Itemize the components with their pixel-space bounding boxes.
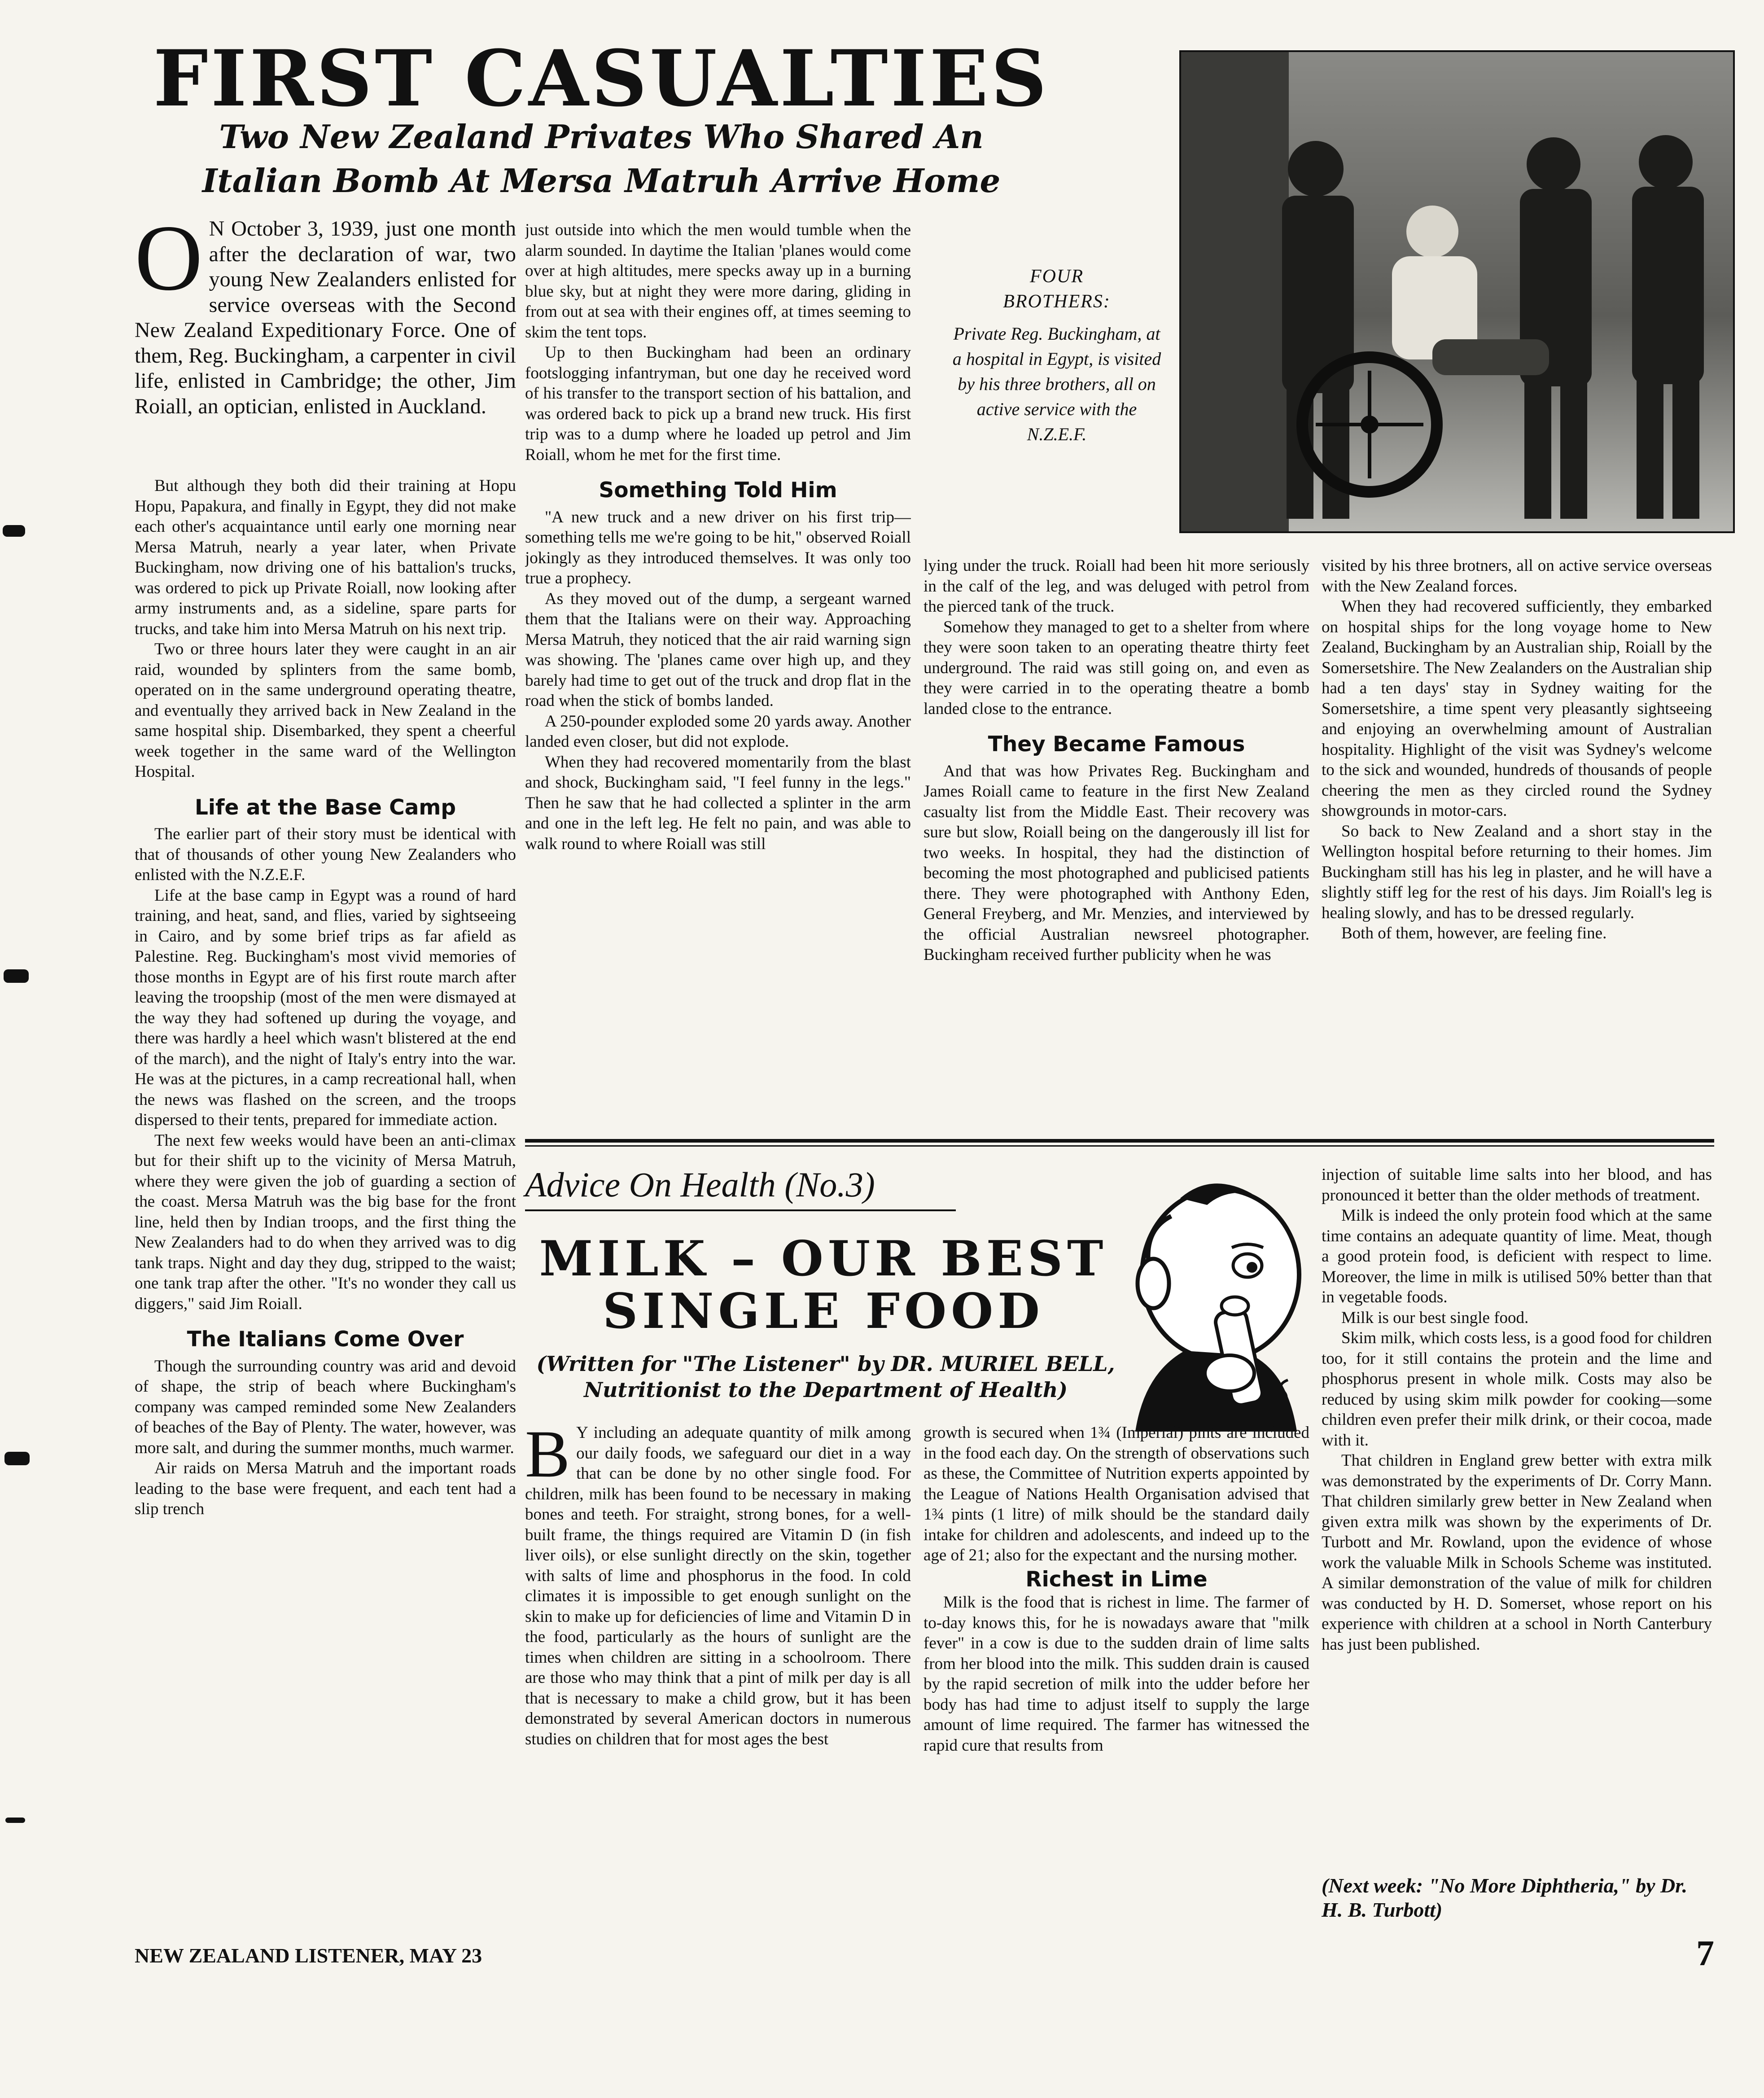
footer-masthead: NEW ZEALAND LISTENER, MAY 23 (135, 1944, 482, 1967)
scan-mark (4, 969, 29, 983)
paragraph: Air raids on Mersa Matruh and the important roads leading to the base were frequent, and each tent had a slip trench (135, 1459, 516, 1518)
paragraph: The earlier part of their story must be identical with that of thousands of other young New Zealanders who enlisted with the N.Z.E.F. (135, 825, 516, 884)
paragraph: And that was how Privates Reg. Buckingham and James Roiall came to feature in the first New Zealand casualty list from the Middle East. Their recovery was sure but slow, Roiall being on the dangerously ill list for two weeks. In hospital, they had the distinction of becoming the most photographed and publicised patients there. They were photographed with Anthony Eden, General Freyberg, and Mr. Menzies, and interviewed by the official Australian newsreel photographer. Buckingham received further publicity when he was (924, 762, 1309, 964)
lead-dropcap: O (135, 216, 203, 310)
paragraph: growth is secured when 1¾ (Imperial) pints are included in the food each day. On the strength of observations such as these, the Committee of Nutrition experts appointed by the League of Nations Health Organisation advised that 1¾ pints (1 litre) of milk should be the standard daily intake for children and adolescents, and indeed up to the age of 21; also for the expectant and the nursing mother. (924, 1423, 1309, 1564)
paragraph: visited by his three brotners, all on active service overseas with the New Zealand forces. (1322, 556, 1712, 596)
paragraph: Up to then Buckingham had been an ordinary footslogging infantryman, but one day he received word of his transfer to the transport section of his battalion, and was ordered back to pick up a brand new truck. His first trip was to a dump where he loaded up petrol and Jim Roiall, whom he met for the first time. (525, 343, 911, 464)
section-divider (525, 1139, 1714, 1143)
article-deck-line-1: Two New Zealand Privates Who Shared An (219, 118, 984, 156)
paragraph: Though the surrounding country was arid and devoid of shape, the strip of beach where Buckingham's company was camped reminded some New Zealanders of beaches of the Bay of Plenty. The water, however, was more salt, and during the summer months, much warmer. (135, 1357, 516, 1457)
paragraph: "A new truck and a new driver on his first trip—something tells me we're going to be hit," observed Roiall jokingly as they introduced themselves. It was only too true a prophecy. (525, 508, 911, 587)
scan-mark (5, 1818, 25, 1823)
article-column-2 (525, 220, 911, 1122)
health-lead-text: Y including an adequate quantity of milk among our daily foods, we safeguard our diet in a way that can be done by no other single food. For children, milk has been found to be necessary in making bones and teeth. For straight, strong bones, for a well-built frame, the things required are Vitamin D (in fish liver oils), or else sunlight directly on the skin, together with salts of lime and phosphorus in the food. In cold climates it is impossible to get enough sunlight on the skin to make up for deficiencies of lime and Vitamin D in the food, particularly as the hours of sunlight are the times when children are sitting in a schoolroom. There are those who may think that a pint of milk per day is all that is necessary to make a child grow, but it has been demonstrated by several American doctors in numerous studies on children that for most ages the best (525, 1423, 911, 1748)
paragraph: injection of suitable lime salts into her blood, and has pronounced it better than the older methods of treatment. (1322, 1165, 1712, 1204)
kicker-underline (525, 1209, 956, 1211)
health-byline-1: (Written for "The Listener" by DR. MURIEL BELL, (536, 1352, 1115, 1376)
health-column-3 (1322, 1165, 1712, 1874)
paragraph: When they had recovered momentarily from the blast and shock, Buckingham said, "I feel funny in the legs." Then he saw that he had collected a splinter in the arm and one in the left leg. He felt no pain, and was able to walk round to where Roiall was still (525, 753, 911, 853)
subheading-italians: The Italians Come Over (187, 1327, 464, 1352)
caption-title: FOUR BROTHERS: (1003, 266, 1111, 312)
paragraph: A 250-pounder exploded some 20 yards away. Another landed even closer, but did not explode. (525, 712, 911, 751)
health-kicker: Advice On Health (No.3) (525, 1165, 875, 1204)
article-column-1 (135, 476, 516, 1896)
paragraph: Somehow they managed to get to a shelter from where they were soon taken to an operating theatre thirty feet underground. The raid was still going on, and even as they were carried in to the operating theatre a bomb landed close to the entrance. (924, 618, 1309, 718)
health-headline-line-1: MILK – OUR BEST (539, 1231, 1108, 1287)
paragraph: When they had recovered sufficiently, they embarked on hospital ships for the long voyage home to New Zealand, Buckingham by an Australian ship, Roiall by the Somersetshire. The New Zealanders on the Australian ship had a ten days' stay in Sydney waiting for the Somersetshire, a time spent very pleasantly sightseeing and enjoying an overwhelming amount of Australian hospitality. Highlight of the visit was Sydney's welcome to the sick and wounded, hundreds of thousands of people cheering the men as they circled round the Sydney showgrounds in motor-cars. (1322, 597, 1712, 820)
paragraph: Both of them, however, are feeling fine. (1341, 924, 1607, 942)
paragraph: Milk is the food that is richest in lime. The farmer of to-day knows this, for he is nowadays aware that "milk fever" in a cow is due to the sudden drain of lime salts from her blood into the milk. This sudden drain is caused by the rapid secretion of milk into the udder before her body has had time to adjust itself to supply the large amount of lime required. The farmer has witnessed the rapid cure that results from (924, 1593, 1309, 1755)
article-column-4 (1322, 556, 1712, 1121)
soldiers-photo-icon (1181, 52, 1733, 531)
photo-caption (951, 264, 1162, 447)
section-divider-thin (525, 1145, 1714, 1147)
health-dropcap: B (525, 1423, 570, 1491)
paragraph: Milk is our best single food. (1341, 1308, 1529, 1327)
paragraph: just outside into which the men would tumble when the alarm sounded. In daytime the Italian 'planes would come over at high altitudes, mere specks away up in a burning blue sky, but at night they were more daring, gliding in from out at sea with their engines off, at times seeming to skim the tent tops. (525, 221, 911, 342)
article-column-3 (924, 556, 1309, 1121)
subheading-something-told: Something Told Him (599, 478, 837, 503)
subheading-base-camp: Life at the Base Camp (194, 795, 456, 820)
paragraph: As they moved out of the dump, a sergeant warned them that the Italians were on their way. Approaching Mersa Matruh, they noticed that the air raid warning sign was showing. The 'planes came over high up, and they barely had time to get out of the truck and drop flat in the road when the stick of bombs landed. (525, 589, 911, 710)
photo-four-brothers (1179, 50, 1735, 533)
scan-mark (4, 1452, 30, 1465)
paragraph: lying under the truck. Roiall had been hit more seriously in the calf of the leg, and was deluged with petrol from the pierced tank of the truck. (924, 556, 1309, 616)
scan-mark (3, 525, 25, 537)
paragraph: Skim milk, which costs less, is a good food for children too, for it still contains the protein and the lime and phosphorus present in whole milk. Costs may also be reduced by using skim milk powder for cooking—some children even prefer their milk drink, or their cocoa, made with it. (1322, 1329, 1712, 1450)
caption-text: Private Reg. Buckingham, at a hospital in Egypt, is visited by his three brothers, all on active service with the N.Z.E.F. (952, 324, 1161, 444)
child-drinking-milk-illustration (1117, 1162, 1310, 1432)
paragraph: Life at the base camp in Egypt was a round of hard training, and heat, sand, and flies, varied by sightseeing in Cairo, and by some brief trips as far afield as Palestine. Reg. Buckingham's most vivid memories of those months in Egypt are of his first route march after leaving the troopship (most of the men were dismayed at the way they had softened up during the voyage, and there was hardly a heel which wasn't blistered at the end of the march), and the night of Italy's entry into the war. He was at the pictures, in a camp recreational hall, when the news was flashed on the screen, and the troops dispersed to their tents, prepared for immediate action. (135, 886, 516, 1129)
health-column-2 (924, 1423, 1309, 1912)
health-byline-2: Nutritionist to the Department of Health) (583, 1378, 1068, 1402)
paragraph: That children in England grew better with extra milk was demonstrated by the experiments of Dr. Corry Mann. That children similarly grew better in New Zealand when given extra milk was shown by the experiments of Dr. Turbott and Mr. Rowland, upon the evidence of whose work the valuable Milk in Schools Scheme was instituted. A similar demonstration of the value of milk for children was conducted by H. D. Somerset, whose report on his experience with children at a school in North Canterbury has just been published. (1322, 1451, 1712, 1654)
lead-text: N October 3, 1939, just one month after the declaration of war, two young New Zealanders enlisted for service overseas with the Second New Zealand Expeditionary Force. One of them, Reg. Buckingham, a carpenter in civil life, enlisted in Cambridge; the other, Jim Roiall, an optician, enlisted in Auckland. (135, 217, 516, 418)
health-headline-line-2: SINGLE FOOD (603, 1283, 1044, 1340)
paragraph: Milk is indeed the only protein food which at the same time contains an adequate quantity of lime. Meat, though a good protein food, is deficient with respect to lime. Moreover, the lime in milk is utilised 50% better than that in vegetable foods. (1322, 1206, 1712, 1306)
paragraph: So back to New Zealand and a short stay in the Wellington hospital before returning to their homes. Jim Buckingham still has his leg in plaster, and he will have a slightly stiff leg for the rest of his days. Jim Roiall's leg is healing slowly, and has to be dressed regularly. (1322, 822, 1712, 922)
paragraph: Two or three hours later they were caught in an air raid, wounded by splinters from the same bomb, operated on in the same underground operating theatre, and eventually they arrived back in New Zealand in the same hospital ship. Disembarked, they spent a cheerful week together in the same ward of the Wellington Hospital. (135, 640, 516, 781)
article-deck-line-2: Italian Bomb At Mersa Matruh Arrive Home (202, 162, 1001, 200)
child-milk-icon (1117, 1162, 1310, 1432)
next-week-note: (Next week: "No More Diphtheria," by Dr. H. B. Turbott) (1322, 1874, 1688, 1921)
paragraph: The next few weeks would have been an anti-climax but for their shift up to the vicinity of Mersa Matruh, where they were given the job of guarding a section of the coast. Mersa Matruh was the big base for the front line, held then by Indian troops, and the first thing the New Zealanders had to do when they arrived was to dig tank traps. Night and day they dug, stripped to the waist; one tank trap after the other. "It's no wonder they call us diggers," said Jim Roiall. (135, 1131, 516, 1313)
subheading-richest-lime: Richest in Lime (1025, 1567, 1208, 1592)
article-lead-paragraph (135, 216, 516, 472)
paragraph: But although they both did their training at Hopu Hopu, Papakura, and finally in Egypt, they did not make each other's acquaintance until early one morning near Mersa Matruh, nearly a year later, when Private Buckingham, now driving one of his battalion's trucks, was ordered to pick up Private Roiall, now looking after army instruments and, as a sideline, spare parts for trucks, and take him into Mersa Matruh on his next trip. (135, 477, 516, 638)
article-headline: FIRST CASUALTIES (153, 33, 1050, 124)
subheading-famous: They Became Famous (988, 732, 1245, 757)
page-number: 7 (1696, 1934, 1714, 1973)
health-column-1 (525, 1423, 911, 1912)
